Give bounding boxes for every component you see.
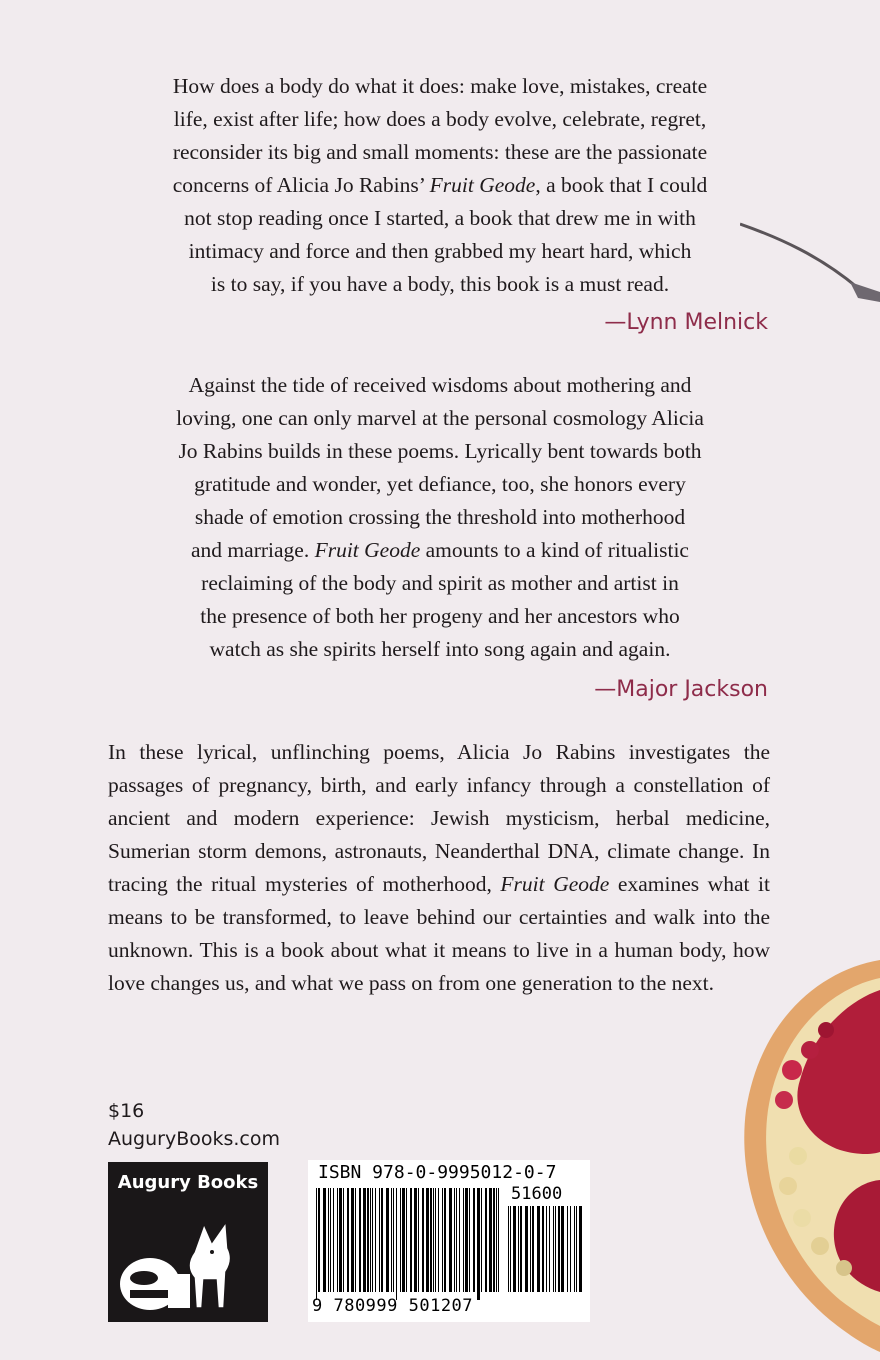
barcode-bar xyxy=(337,1188,338,1292)
barcode-bar xyxy=(347,1188,349,1292)
book-title: Fruit Geode xyxy=(500,872,610,896)
barcode-bar xyxy=(406,1188,407,1292)
barcode-bar xyxy=(316,1188,317,1300)
isbn-barcode xyxy=(308,1160,590,1322)
barcode-bar xyxy=(454,1188,455,1292)
publisher-website: AuguryBooks.com xyxy=(108,1128,281,1150)
barcode-bar xyxy=(410,1188,412,1292)
barcode-bar xyxy=(525,1206,528,1292)
barcode-bar xyxy=(463,1188,464,1292)
barcode-bar xyxy=(386,1188,389,1292)
barcode-bar xyxy=(549,1206,550,1292)
barcode-bar xyxy=(576,1206,577,1292)
blurb-line: Against the tide of received wisdoms about mothering and xyxy=(188,373,692,397)
attribution-lynn-melnick: —Lynn Melnick xyxy=(604,310,768,335)
barcode-bar xyxy=(435,1188,436,1292)
barcode-bar xyxy=(555,1206,556,1292)
barcode-bar xyxy=(567,1206,568,1292)
pomegranate-illustration xyxy=(740,960,880,1360)
barcode-bar xyxy=(561,1206,564,1292)
barcode-bar xyxy=(330,1188,331,1292)
barcode-bar xyxy=(473,1188,475,1292)
blurb-line: not stop reading once I started, a book that drew me in with xyxy=(184,206,696,230)
blurb-line: loving, one can only marvel at the personal cosmology Alicia xyxy=(176,406,704,430)
blurb-lynn-melnick xyxy=(110,70,770,301)
blurb-line: the presence of both her progeny and her ancestors who xyxy=(200,604,680,628)
blurb-line: shade of emotion crossing the threshold into motherhood xyxy=(194,505,686,529)
price: $16 xyxy=(108,1100,145,1122)
barcode-bar xyxy=(493,1188,495,1292)
barcode-bar xyxy=(414,1188,417,1292)
blurb-line: gratitude and wonder, yet defiance, too, she honors every xyxy=(194,472,686,496)
barcode-bar xyxy=(433,1188,434,1292)
barcode-bar xyxy=(530,1206,531,1292)
barcode-bar xyxy=(363,1188,366,1292)
barcode-bar xyxy=(520,1206,522,1292)
price-code: 51600 xyxy=(511,1184,563,1204)
publisher-logo xyxy=(108,1162,268,1322)
barcode-bar xyxy=(553,1206,554,1292)
barcode-bar xyxy=(343,1188,344,1292)
blurb-line: watch as she spirits herself into song again and again. xyxy=(209,637,671,661)
blurb-line: and marriage. xyxy=(191,538,315,562)
barcode-bar xyxy=(489,1188,492,1292)
book-title: Fruit Geode xyxy=(429,173,536,197)
barcode-bar xyxy=(518,1206,519,1292)
blurb-line: concerns of Alicia Jo Rabins’ xyxy=(172,173,430,197)
barcode-bar xyxy=(469,1188,470,1292)
blurb-line: Jo Rabins builds in these poems. Lyrically bent towards both xyxy=(178,439,702,463)
barcode-bar xyxy=(351,1188,354,1292)
barcode-bar xyxy=(418,1188,419,1292)
barcode-bar xyxy=(400,1188,401,1292)
barcode-bar xyxy=(459,1188,460,1292)
publisher-logo-text: Augury Books xyxy=(117,1172,259,1193)
barcode-bar xyxy=(381,1188,383,1292)
barcode-bar xyxy=(449,1188,452,1292)
blurb-line: intimacy and force and then grabbed my heart hard, which xyxy=(188,239,692,263)
book-description xyxy=(108,736,770,1000)
barcode-bar xyxy=(422,1188,424,1292)
barcode-bar xyxy=(393,1188,394,1292)
barcode-bar xyxy=(318,1188,320,1292)
barcode-bar xyxy=(323,1188,326,1292)
barcode-bar xyxy=(328,1188,329,1292)
description-text: In these lyrical, unflinching poems, Alicia Jo Rabins investigates the passages of pregnancy, birth, and early infancy through a constellation of ancient and modern experience: Jewish mysticism, herbal medicine, Sumerian storm demons, astronauts, Neanderthal DNA, climate change. In tracing the ritual mysteries of motherhood, xyxy=(108,740,770,896)
barcode-bar xyxy=(430,1188,432,1292)
barcode-bar xyxy=(391,1188,392,1292)
description-text: examines what it means to be transformed, to leave behind our certainties and walk into the unknown. This is a book about what it means to live in a human body, how love changes us, and what we pass on from one generation to the next. xyxy=(108,872,771,995)
barcode-bar xyxy=(498,1188,499,1292)
blurb-line: life, exist after life; how does a body evolve, celebrate, regret, xyxy=(173,107,707,131)
isbn-label: ISBN 978-0-9995012-0-7 xyxy=(318,1162,557,1183)
barcode-bar xyxy=(359,1188,361,1292)
barcode-bar xyxy=(339,1188,342,1292)
blurb-line: is to say, if you have a body, this book is a must read. xyxy=(210,272,670,296)
blurb-major-jackson xyxy=(110,369,770,666)
barcode-bar xyxy=(442,1188,443,1292)
barcode-bar xyxy=(542,1206,544,1292)
barcode-bar xyxy=(367,1188,369,1292)
barcode-bar xyxy=(379,1188,380,1292)
barcode-bar xyxy=(570,1206,571,1292)
barcode-bar xyxy=(456,1188,457,1292)
barcode-bar xyxy=(574,1206,575,1292)
barcode-bar xyxy=(426,1188,429,1292)
barcode-bar xyxy=(402,1188,405,1292)
barcode-bar xyxy=(444,1188,446,1292)
barcode-bar xyxy=(537,1206,540,1292)
barcode-bar xyxy=(508,1206,509,1292)
barcode-bar xyxy=(579,1206,582,1292)
barcode-bar xyxy=(481,1188,482,1292)
barcode-bar xyxy=(370,1188,371,1292)
blurb-line: reconsider its big and small moments: these are the passionate xyxy=(172,140,708,164)
barcode-bar xyxy=(372,1188,373,1292)
blurb-line: , a book that I could xyxy=(535,173,708,197)
barcode-bar xyxy=(438,1188,439,1292)
ean-digits: 9 780999 501207 xyxy=(312,1296,474,1316)
fox-icon xyxy=(108,1162,268,1322)
barcode-bar xyxy=(477,1188,480,1300)
blurb-line: amounts to a kind of ritualistic xyxy=(420,538,689,562)
barcode-bar xyxy=(396,1188,397,1300)
blurb-line: How does a body do what it does: make love, mistakes, create xyxy=(172,74,708,98)
barcode-bar xyxy=(532,1206,534,1292)
book-title: Fruit Geode xyxy=(314,538,421,562)
attribution-major-jackson: —Major Jackson xyxy=(594,677,768,702)
barcode-bar xyxy=(333,1188,334,1292)
barcode-bar xyxy=(510,1206,511,1292)
barcode-bar xyxy=(375,1188,376,1292)
barcode-bar xyxy=(355,1188,356,1292)
barcode-bar xyxy=(558,1206,560,1292)
barcode-bar xyxy=(513,1206,516,1292)
barcode-bar xyxy=(485,1188,487,1292)
barcode-bar xyxy=(496,1188,497,1292)
barcode-bar xyxy=(465,1188,468,1292)
blurb-line: reclaiming of the body and spirit as mother and artist in xyxy=(201,571,679,595)
barcode-bar xyxy=(546,1206,547,1292)
